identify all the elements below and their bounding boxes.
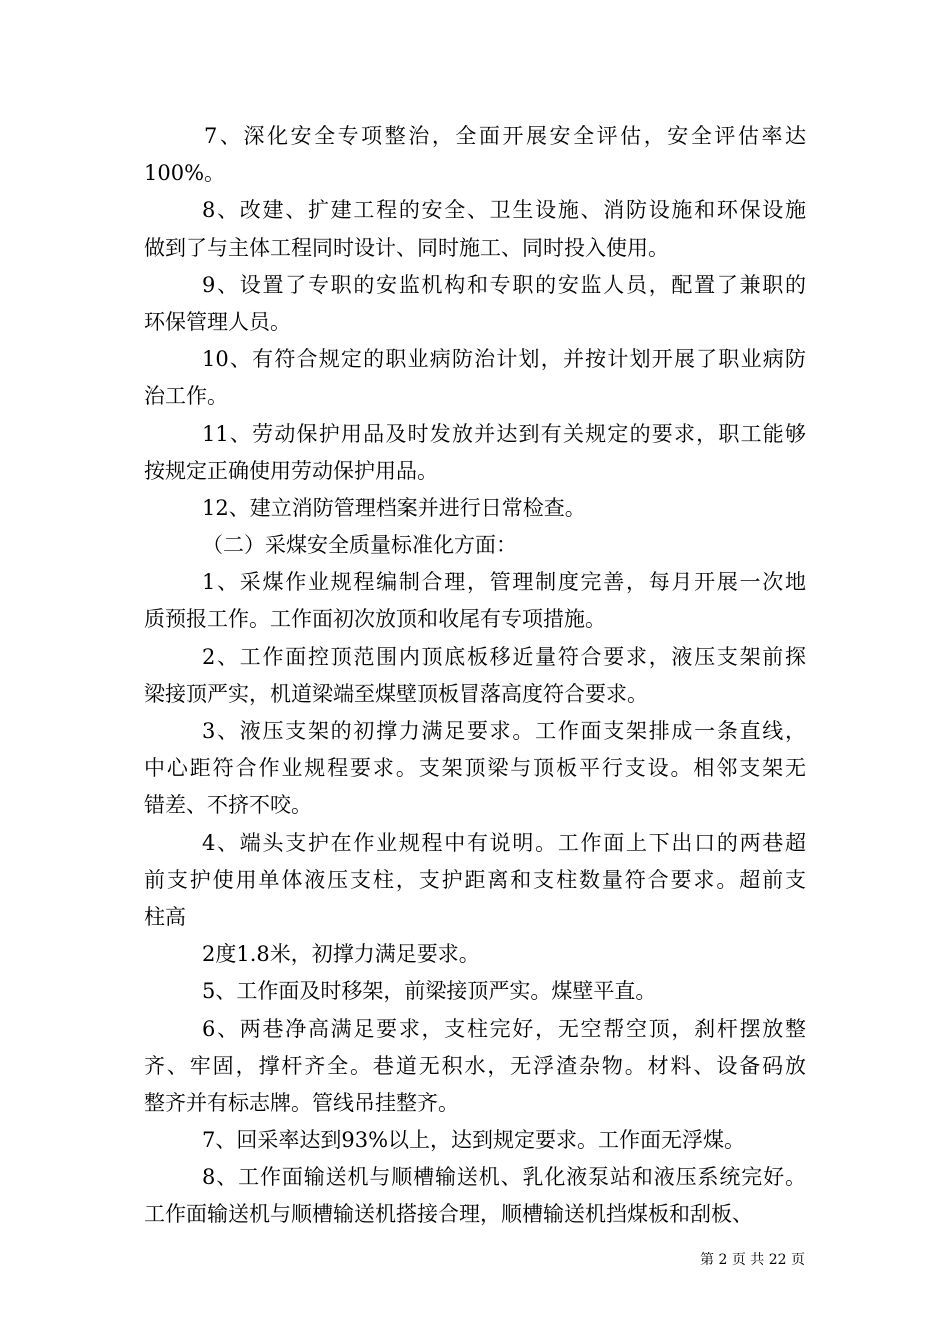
text-line: （二）采煤安全质量标准化方面： — [202, 533, 517, 558]
text-line: 做到了与主体工程同时设计、同时施工、同时投入使用。 — [144, 235, 669, 260]
paragraph — [144, 341, 806, 415]
paragraph — [144, 936, 806, 973]
text-line: 梁接顶严实，机道梁端至煤壁顶板冒落高度符合要求。 — [144, 681, 648, 706]
text-line: 质预报工作。工作面初次放顶和收尾有专项措施。 — [144, 607, 606, 632]
page-footer: 第 2 页 共 22 页 — [700, 1252, 805, 1268]
text-line: 前支护使用单体液压支柱，支护距离和支柱数量符合要求。超前支 — [144, 867, 806, 892]
paragraph — [144, 416, 806, 490]
text-line: 整齐并有标志牌。管线吊挂整齐。 — [144, 1090, 459, 1115]
paragraph — [144, 1122, 806, 1159]
text-line: 治工作。 — [144, 384, 228, 409]
text-line: 9、设置了专职的安监机构和专职的安监人员，配置了兼职的 — [202, 272, 806, 297]
text-line: 3、液压支架的初撑力满足要求。工作面支架排成一条直线， — [202, 719, 806, 743]
paragraph — [144, 527, 806, 564]
text-line: 8、工作面输送机与顺槽输送机、乳化液泵站和液压系统完好。 — [202, 1165, 806, 1190]
text-line: 12、建立消防管理档案并进行日常检查。 — [202, 495, 586, 520]
text-line: 4、端头支护在作业规程中有说明。工作面上下出口的两巷超 — [202, 830, 806, 855]
text-line: 7、深化安全专项整治，全面开展安全评估，安全评估率达 — [204, 124, 806, 148]
paragraph — [144, 713, 806, 825]
paragraph — [144, 267, 806, 341]
text-line: 齐、牢固，撑杆齐全。巷道无积水，无浮渣杂物。材料、设备码放 — [144, 1053, 806, 1078]
text-line: 11、劳动保护用品及时发放并达到有关规定的要求，职工能够 — [202, 421, 806, 446]
text-line: 2度1.8米，初撑力满足要求。 — [202, 942, 480, 967]
text-line: 100%。 — [144, 161, 226, 186]
text-line: 工作面输送机与顺槽输送机搭接合理，顺槽输送机挡煤板和刮板、 — [144, 1202, 753, 1227]
text-line: 5、工作面及时移架，前梁接顶严实。煤壁平直。 — [202, 979, 657, 1004]
paragraph — [144, 490, 806, 527]
text-line: 错差、不挤不咬。 — [144, 793, 312, 818]
text-line: 柱高 — [144, 904, 186, 929]
text-line: 中心距符合作业规程要求。支架顶梁与顶板平行支设。相邻支架无 — [144, 756, 806, 781]
text-line: 8、改建、扩建工程的安全、卫生设施、消防设施和环保设施 — [202, 198, 806, 223]
paragraph — [144, 825, 806, 937]
text-line: 7、回采率达到93%以上，达到规定要求。工作面无浮煤。 — [202, 1128, 746, 1153]
text-line: 按规定正确使用劳动保护用品。 — [144, 458, 438, 483]
paragraph — [144, 1011, 806, 1123]
paragraph — [144, 192, 806, 266]
text-line: 6、两巷净高满足要求，支柱完好，无空帮空顶，刹杆摆放整 — [202, 1016, 806, 1041]
paragraph — [144, 564, 806, 638]
document-body — [144, 118, 806, 1234]
paragraph — [144, 118, 806, 192]
paragraph — [144, 639, 806, 713]
text-line: 10、有符合规定的职业病防治计划，并按计划开展了职业病防 — [202, 347, 806, 372]
paragraph — [144, 1159, 806, 1233]
text-line: 环保管理人员。 — [144, 309, 291, 334]
paragraph — [144, 973, 806, 1010]
text-line: 1、采煤作业规程编制合理，管理制度完善，每月开展一次地 — [202, 570, 806, 595]
text-line: 2、工作面控顶范围内顶底板移近量符合要求，液压支架前探 — [202, 644, 806, 669]
